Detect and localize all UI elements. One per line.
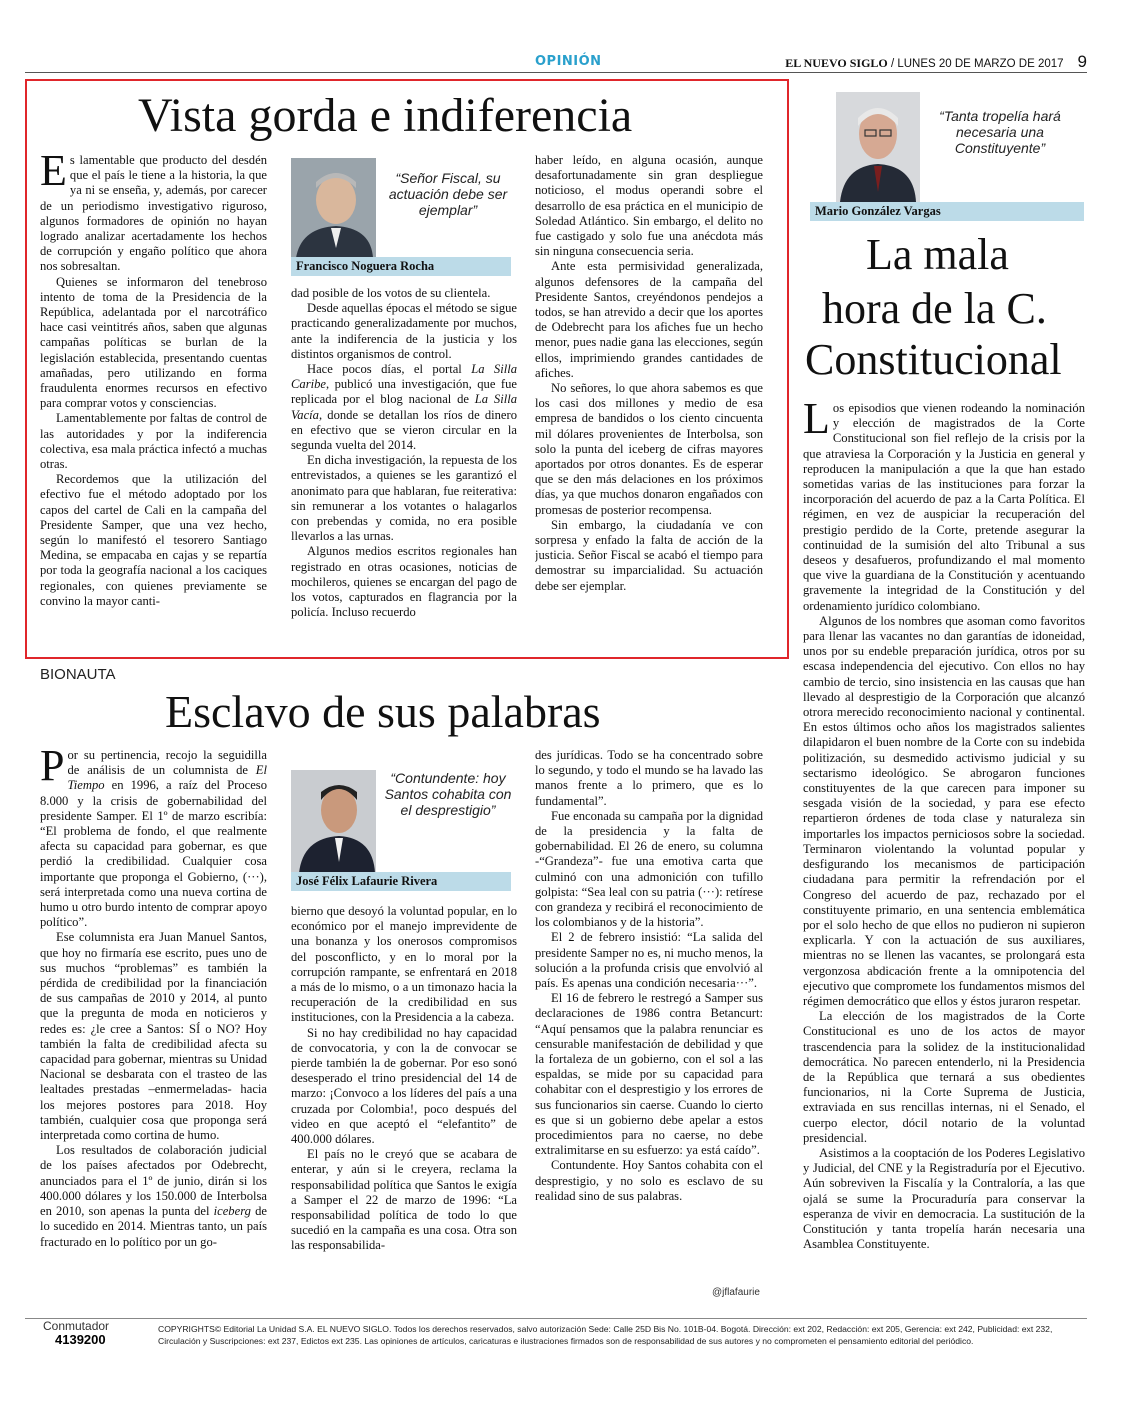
- article1-column-1: Es lamentable que producto del desdén que el país le tiene a la historia, la que ya ni se enseña, y, además, por carecer de un periodismo investigativo riguroso, algunos formadores de opinión no hayan logrado analizar acertadamente los hechos de corrupción y engaño político que ahora nos sobresaltan. Quienes se informaron del tenebroso intento de toma de la Presidencia de la República, adelantada por el narcotráfico hace casi veintitrés años, saben que algunas campañas políticas se burlan de la legislación establecida, presentando cuentas amañadas, pero utilizando en forma fraudulenta enormes recursos en efectivo para comprar votos y consciencias. Lamentablemente por faltas de control de las autoridades y por la indiferencia colectiva, esa mala práctica infectó a muchas otras. Recordemos que la utilización del efectivo fue el método adoptado por los capos del cartel de Cali en la campaña del Presidente Samper, que una vez hecho, según lo manifestó el tesorero Santiago Medina, se empacaba en cajas y se repartía por toda la geografía nacional a los caciques regionales, con quienes previamente se convino la mayor canti-: [40, 153, 267, 608]
- copyright-notice: COPYRIGHTS© Editorial La Unidad S.A. EL NUEVO SIGLO. Todos los derechos reservados, salvo autorización Sede: Calle 25D Bis No. 101B-04. Bogotá. Dirección: ext 202, Redacción: ext 205, Gerencia: ext 242, Publicidad: ext 232, Circulación y Suscripciones: ext 237, Edictos ext 235. Las opiniones de artículos, caricaturas e ilustraciones firmados son de responsabilidad de sus autores y no comprometen el pensamiento editorial del periódico.: [158, 1324, 1053, 1346]
- twitter-handle: @jflafaurie: [712, 1287, 760, 1298]
- article1-column-2: dad posible de los votos de su clientela. Desde aquellas épocas el método se sigue practicando generalizadamente por muchos, ante la indiferencia de la justicia y los distintos organismos de control. Hace pocos días, el portal La Silla Caribe, publicó una investigación, que fue replicada por el blog nacional de La Silla Vacía, donde se detallan los ríos de dinero en efectivo que se vieron circular en la segunda vuelta del 2014. En dicha investigación, la repuesta de los entrevistados, a quienes se les garantizó el anonimato para que hablaran, fue reiterativa: sin remunerar a los votantes o halagarlos con prebendas y comida, no era posible llevarlos a las urnas. Algunos medios escritos regionales han registrado en otras ocasiones, noticias de mochileros, quienes se encargan del pago de los votos, capturados en flagrancia por la policía. Incluso recuerdo: [291, 286, 517, 620]
- article-title-vista-gorda: Vista gorda e indiferencia: [138, 89, 633, 142]
- article-title-esclavo: Esclavo de sus palabras: [165, 686, 601, 737]
- header-divider: [25, 72, 1087, 73]
- author-photo: [836, 92, 920, 202]
- portrait-image: [291, 158, 376, 258]
- header-masthead: [785, 52, 1087, 72]
- dropcap: L: [803, 401, 830, 443]
- article2-column-3: des jurídicas. Todo se ha concentrado sobre lo segundo, y todo el mundo se ha lavado las manos frente a lo primero, que es lo fundamental”. Fue enconada su campaña por la dignidad de la presidencia y la falta de gobernabilidad. El 26 de enero, su columna -“Grandeza”- fue una emotiva carta que culminó con una admonición con tufillo golpista: “Sea leal con su patria (···): retírese con grandeza y recibirá el reconocimiento de los colombianos y de la historia”. El 2 de febrero insistió: “La salida del presidente Samper no es, ni mucho menos, la solución a la profunda crisis que envolvió al país. Es apenas una condición necesaria···”. El 16 de febrero le restregó a Samper sus declaraciones de 1986 contra Betancurt: “Aquí pensamos que la palabra renunciar es censurable manifestación de debilidad y que la fortaleza de un gobierno, con el sol a las espaldas, se mide por su capacidad para cohabitar con el desprestigio y los errores de sus funcionarios sin caerse. Cuando lo cierto es que si un gobierno debe apelar a estos procedimientos para no caerse, no debe extralimitarse en su esfuerzo: ya está caído”. Contundente. Hoy Santos cohabita con el desprestigio, y no solo es esclavo de su realidad sino de sus palabras.: [535, 748, 763, 1203]
- author-photo: [291, 770, 376, 873]
- switchboard-number: 4139200: [55, 1332, 106, 1347]
- pull-quote: “Señor Fiscal, su actuación debe ser ejemplar”: [388, 170, 508, 218]
- article2-column-1: Por su pertinencia, recojo la seguidilla de análisis de un columnista de El Tiempo en 1996, a raíz del Proceso 8.000 y la crisis de gobernabilidad del presidente Samper. El 1º de marzo escribía: “El problema de fondo, el que realmente afecta su capacidad para gobernar, es que perdió la credibilidad. Cualquier cosa importante que proponga el Gobierno, (···), será interpretada como una nueva cortina de humo u otro burdo intento de comprar apoyo político”. Ese columnista era Juan Manuel Santos, que hoy no firmaría ese escrito, pues uno de sus muchos “problemas” es también la pérdida de credibilidad por la financiación de sus campañas de 2010 y 2014, al punto que la pregunta de moda en noticieros y redes es: ¿le cree a Santos: SÍ o NO? Hoy también la falta de credibilidad afecta su capacidad para gobernar, mientras su Unidad Nacional se desbarata con el trasteo de las lealtades prestadas –enmermeladas- hacia los mejores postores para 2018. Hoy también, cualquier cosa que proponga será interpretada como cortina de humo. Los resultados de colaboración judicial de los países afectados por Odebrecht, anunciados para el 1º de junio, dirán si los 400.000 dólares y los 150.000 de Interbolsa en 2010, son apenas la punta del iceberg de lo sucedido en 2014. Mientras tanto, un país fracturado en lo político por un go-: [40, 748, 267, 1249]
- author-photo: [291, 158, 376, 258]
- footer-divider: [25, 1318, 1087, 1319]
- article1-column-3: haber leído, en alguna ocasión, aunque desafortunadamente sin gran despliegue noticioso, el modus operandi sobre el desarrollo de esa práctica en el municipio de Soledad Atlántico. Sin embargo, el delito no fue castigado y solo fue una anécdota más sin ninguna consecuencia seria. Ante esta permisividad generalizada, algunos defensores de la campaña del Presidente Santos, creyéndonos pendejos a todos, se han atrevido a decir que los aportes de Odebrecht para los afiches fue un hecho menor, pues nadie gana las elecciones, según ellos, imprimiendo grandes cantidades de afiches. No señores, lo que ahora sabemos es que los casi dos millones y medio de esa empresa de bandidos o los ciento cincuenta mil dólares provenientes de Interbolsa, son solo la punta del iceberg de cifras mayores aportados por otros donantes. Es de esperar que se den más delaciones en los próximos días, ya que muchos donaron engañados con promesas de posterior recompensa. Sin embargo, la ciudadanía ve con sorpresa y enfado la falta de acción de la justicia. Señor Fiscal se acabó el tiempo para demostrar su imparcialidad. Su actuación debe ser ejemplar.: [535, 153, 763, 593]
- portrait-image: [291, 770, 376, 873]
- section-label-opinion: OPINIÓN: [535, 54, 602, 69]
- page-number: 9: [1077, 52, 1087, 71]
- dropcap: E: [40, 153, 67, 195]
- portrait-image: [836, 92, 920, 202]
- author-name-bar: Mario González Vargas: [810, 202, 1084, 221]
- switchboard-info: [43, 1320, 109, 1346]
- switchboard-label: Conmutador: [43, 1319, 110, 1333]
- title-line-2: hora de la C.: [822, 284, 1047, 333]
- title-line-1: La mala: [866, 230, 1009, 279]
- article2-column-2: bierno que desoyó la voluntad popular, en lo económico por el manejo imprevidente de una bonanza y los onerosos compromisos del posconflicto, y en lo moral por la corrupción rampante, se enfrentará en 2018 a más de lo mismo, o a un timonazo hacia la recuperación de la credibilidad en sus instituciones, con la Presidencia a la cabeza. Si no hay credibilidad no hay capacidad de convocatoria, y con la de convocar se pierde también la de gobernar. Por eso sonó desesperado el trino presidencial del 14 de marzo: ¡Convoco a los líderes del país a una cruzada por Colombia!, poco después del video en que aceptó el “elefantito” de 400.000 dólares. El país no le creyó que se acabara de enterar, y aún si le creyera, reclama la responsabilidad política que Santos le exigía a Samper el 22 de marzo de 1996: “La responsabilidad política de todo lo que sucedió en la campaña es una cosa. Otra son las responsabilida-: [291, 904, 517, 1253]
- article3-column: Los episodios que vienen rodeando la nominación y elección de magistrados de la Corte Constitucional son fiel reflejo de la crisis por la que atraviesa la Corporación y la Justicia en general y reproducen la manipulación a que la que han estado sometidas varias de las instituciones para forzar la incorporación del acuerdo de paz a la Carta Política. El régimen, en vez de auspiciar la recuperación del prestigio perdido de la Corte, pretende asegurar la continuidad de la sumisión del alto Tribunal a sus deseos y desafueros, profundizando el mal momento que vive la guardiana de la Constitución y acentuando gravemente la integridad de la Constitución y del ordenamiento jurídico colombiano. Algunos de los nombres que asoman como favoritos para llenar las vacantes no dan garantías de idoneidad, unos por su endeble preparación jurídica, otros por su escasa independencia del ejecutivo. Con ellos no hay cambio de tercio, sino insistencia en las causas que han llevado al desprestigio de la Corporación que alcanzó otrora merecido reconocimiento nacional y continental. En estos últimos ocho años los magistrados salientes dilapidaron el buen nombre de la Corte con su indebida politización, su desmedido activismo judicial y su sectarismo ideológico. Se abrogaron funciones constituyentes de la que carecen para imponer su sesgada visión de la sociedad, y para ese efecto repartieron órdenes de toda clase y naturaleza sin importarles los impactos perniciosos sobre la sociedad. Terminaron violentando la voluntad popular y desfigurando los mecanismos de participación ciudadana para permitir la refrendación por el Congreso del acuerdo de paz, rechazado por el constituyente primario, en una sentencia emblemática por el solo hecho de que ellos no pudieron ni supieron explicarla. Y con la actuación de sus auxiliares, mientras no se llenen las vacantes, se prolongará esta vergonzosa abdicación frente a la omnipotencia del ejecutivo que compromete los fundamentos mismos del régimen democrático que ellos y éstos juraron respetar. La elección de los magistrados de la Corte Constitucional es uno de los actos de mayor trascendencia para la solidez de la institucionalidad democrática. No parecen entenderlo, ni la Presidencia de la República que ternará a sus obedientes funcionarios, ni la Corte Suprema de Justicia, extraviada en sus rencillas internas, ni el Senado, el cuerpo elector, dócil notario de la voluntad presidencial. Asistimos a la cooptación de los Poderes Legislativo y Judicial, del CNE y la Registraduría por el Ejecutivo. Aún sobreviven la Fiscalía y la Contraloría, a las que ojalá se sume la Procuraduría para conservar la esperanza de vivir en democracia. La sustitución de la Constitución y tanta tropelía harán necesaria una Asamblea Constituyente.: [803, 401, 1085, 1252]
- author-name-bar: Francisco Noguera Rocha: [291, 257, 511, 276]
- paper-name: EL NUEVO SIGLO: [785, 56, 888, 70]
- dropcap: P: [40, 748, 65, 790]
- title-line-3: Constitucional: [805, 335, 1062, 384]
- author-name-bar: José Félix Lafaurie Rivera: [291, 872, 511, 891]
- pull-quote: “Tanta tropelía hará necesaria una Constituyente”: [939, 108, 1061, 156]
- section-label-bionauta: BIONAUTA: [40, 666, 116, 683]
- issue-date: / LUNES 20 DE MARZO DE 2017: [887, 58, 1064, 70]
- pull-quote: “Contundente: hoy Santos cohabita con el desprestigio”: [384, 770, 512, 818]
